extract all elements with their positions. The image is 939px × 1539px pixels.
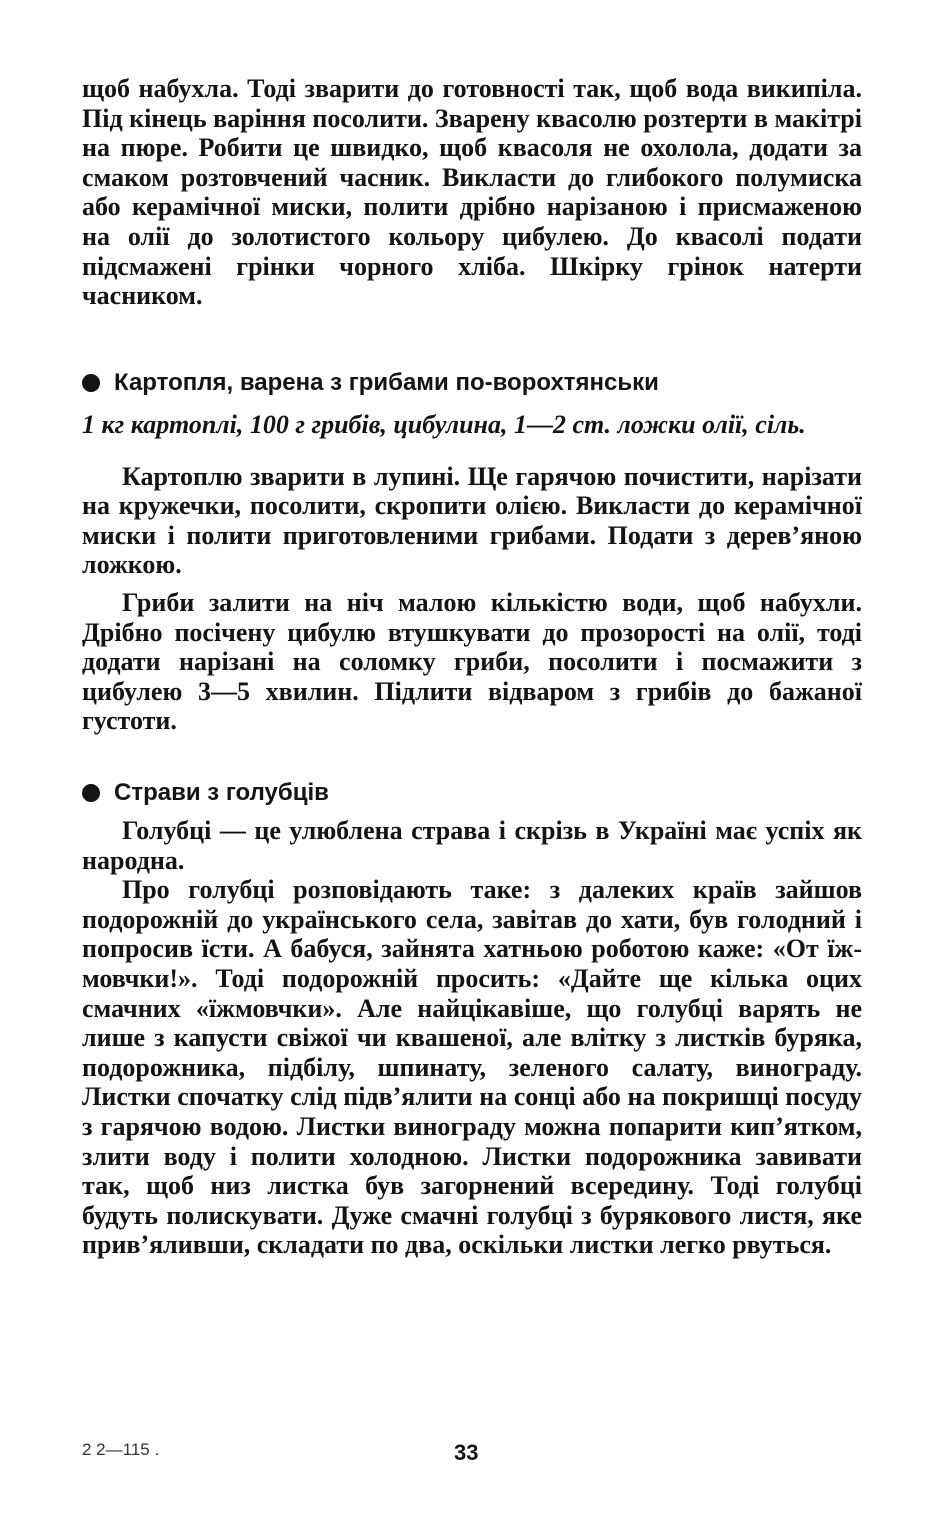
- section-heading-golubtsi: [82, 778, 862, 808]
- ingredients-list: 1 кг картоплі, 100 г грибів, цибулина, 1—2 ст. ложки олії, сіль.: [82, 410, 806, 439]
- section-potatoes: [82, 368, 862, 736]
- intro-paragraph: щоб набухла. Тоді зварити до готовності так, щоб вода википіла. Під кінець варіння посолити. Зварену квасолю розтерти в макітрі на пюре. Робити це швидко, щоб квасоля не охолола, додати за смаком розтовчений часник. Викласти до глибокого полумиска або керамічної миски, полити дрібно нарізаною і присмаженою на олії до золотистого кольору цибулею. До квасолі подати підсмажені грінки чорного хліба. Шкірку грінок натерти часником.: [82, 74, 862, 311]
- paragraph: Гриби залити на ніч малою кількістю води, щоб набухли. Дрібно посічену цибулю втушкувати до прозорості на олії, тоді додати нарізані на соломку гриби, посолити і посмажити з цибулею 3—5 хвилин. Підлити відваром з грибів до бажаної густоти.: [82, 587, 862, 736]
- intro-section: [82, 74, 862, 311]
- section-golubtsi: [82, 778, 862, 1260]
- bullet-icon: [82, 374, 100, 392]
- section-title: Страви з голубців: [114, 779, 329, 806]
- paragraph: Картоплю зварити в лупині. Ще гарячою почистити, нарізати на кружечки, посолити, скропити олією. Викласти до керамічної миски і полити приготовленими грибами. Подати з дерев’яною ложкою.: [82, 461, 862, 580]
- paragraph: Голубці — це улюблена страва і скрізь в Україні має успіх як народна.: [82, 816, 862, 875]
- bullet-icon: [82, 784, 100, 802]
- page-number: 33: [454, 1440, 479, 1465]
- paragraph: Про голубці розповідають таке: з далеких країв зайшов подорожній до українського села, завітав до хати, був голодний і попросив їсти. А бабуся, зайнята хатньою роботою каже: «От їж-мовчки!». Тоді подорожній просить: «Дайте ще кілька оцих смачних «їжмовчки». Але найцікавіше, що голубці варять не лише з капусти свіжої чи квашеної, але влітку з листків буряка, подорожника, підбілу, шпинату, зеленого салату, винограду. Листки спочатку слід підв’ялити на сонці або на покришці посуду з гарячою водою. Листки винограду можна попарити кип’ятком, злити воду і полити холодною. Листки подорожника завивати так, щоб низ листка був загорнений всередину. Тоді голубці будуть полискувати. Дуже смачні голубці з бурякового листя, яке прив’яливши, складати по два, оскільки листки легко рвуться.: [82, 875, 862, 1260]
- printer-code: 2 2—115 .: [82, 1440, 160, 1459]
- section-title: Картопля, варена з грибами по-ворохтянськи: [114, 369, 659, 396]
- section-heading-potatoes: [82, 368, 862, 398]
